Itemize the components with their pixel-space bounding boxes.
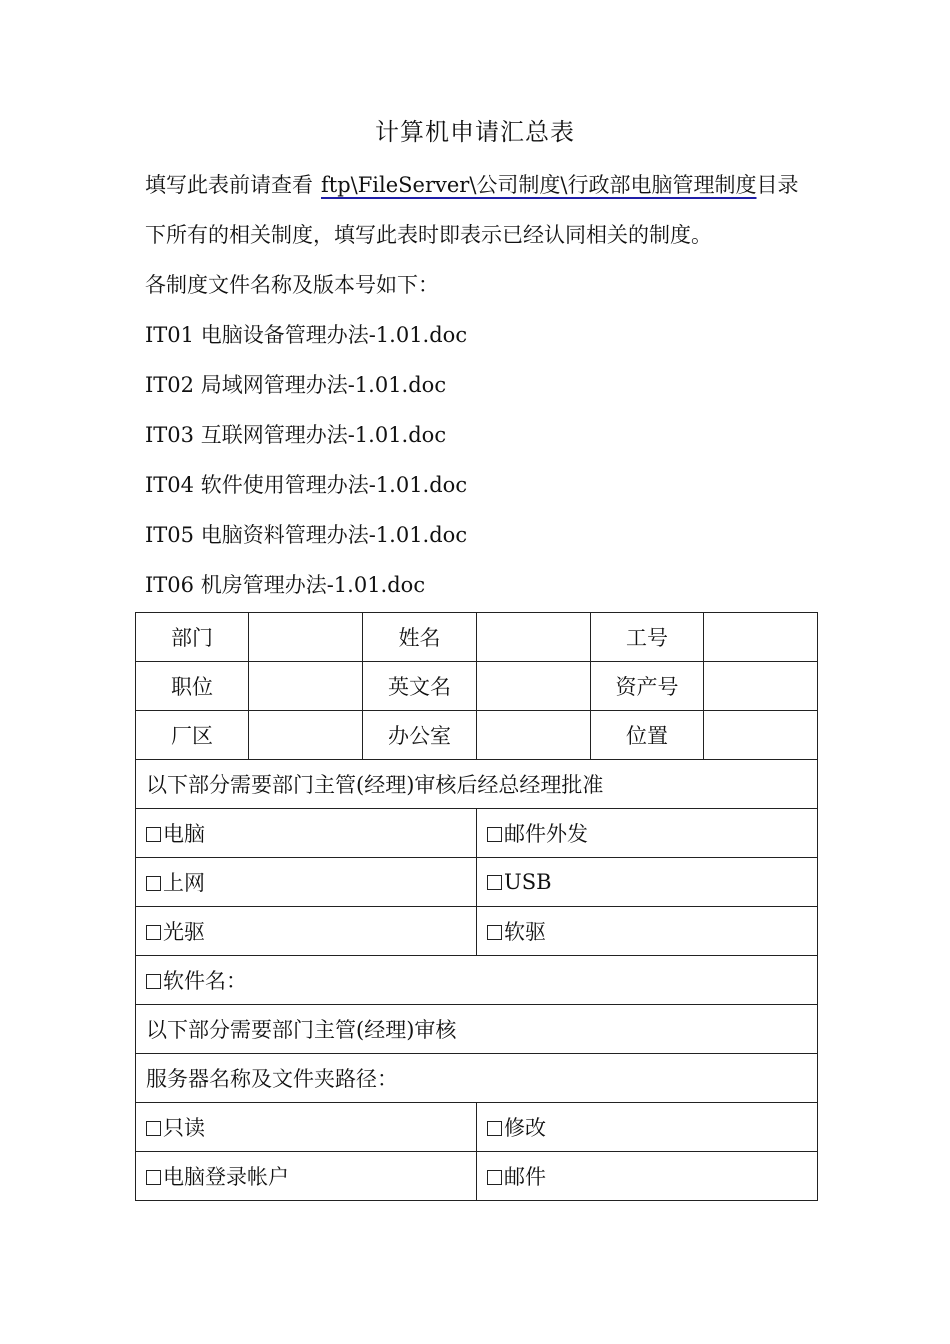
intro-prefix: 填写此表前请查看 — [145, 173, 313, 197]
policy-item: IT01 电脑设备管理办法-1.01.doc — [145, 323, 468, 347]
asset-no-field[interactable] — [704, 662, 818, 711]
option-label: 邮件 — [504, 1165, 546, 1189]
checkbox-icon[interactable] — [146, 974, 161, 989]
asset-no-label: 资产号 — [591, 662, 704, 711]
checkbox-icon[interactable] — [487, 925, 502, 940]
checkbox-icon[interactable] — [146, 925, 161, 940]
name-field[interactable] — [477, 613, 591, 662]
option-row — [136, 809, 818, 858]
info-row-3 — [136, 711, 818, 760]
checkbox-icon[interactable] — [146, 876, 161, 891]
department-field[interactable] — [249, 613, 363, 662]
position-label: 职位 — [136, 662, 249, 711]
option-modify[interactable] — [477, 1103, 818, 1152]
policy-item: IT06 机房管理办法-1.01.doc — [145, 573, 426, 597]
option-row — [136, 858, 818, 907]
option-label: 上网 — [163, 871, 205, 895]
intro-suffix: 目录 — [756, 173, 799, 197]
office-label: 办公室 — [363, 711, 477, 760]
department-label: 部门 — [136, 613, 249, 662]
employee-id-label: 工号 — [591, 613, 704, 662]
plant-label: 厂区 — [136, 711, 249, 760]
english-name-label: 英文名 — [363, 662, 477, 711]
option-row — [136, 956, 818, 1005]
option-floppy[interactable] — [477, 907, 818, 956]
employee-id-field[interactable] — [704, 613, 818, 662]
option-label: 电脑 — [163, 822, 205, 846]
option-usb[interactable] — [477, 858, 818, 907]
plant-field[interactable] — [249, 711, 363, 760]
checkbox-icon[interactable] — [146, 1121, 161, 1136]
policy-item: IT02 局域网管理办法-1.01.doc — [145, 373, 447, 397]
policy-item: IT04 软件使用管理办法-1.01.doc — [145, 473, 468, 497]
option-computer[interactable] — [136, 809, 477, 858]
checkbox-icon[interactable] — [487, 1121, 502, 1136]
option-label: 软驱 — [504, 920, 546, 944]
policy-folder-path: ftp\FileServer\公司制度\行政部电脑管理制度 — [321, 173, 757, 197]
location-field[interactable] — [704, 711, 818, 760]
policy-item: IT03 互联网管理办法-1.01.doc — [145, 423, 447, 447]
name-label: 姓名 — [363, 613, 477, 662]
option-label: 修改 — [504, 1116, 546, 1140]
option-row — [136, 907, 818, 956]
option-label: 电脑登录帐户 — [163, 1165, 289, 1189]
option-label: 光驱 — [163, 920, 205, 944]
checkbox-icon[interactable] — [146, 1170, 161, 1185]
checkbox-icon[interactable] — [487, 827, 502, 842]
info-row-1 — [136, 613, 818, 662]
option-cdrom[interactable] — [136, 907, 477, 956]
option-row — [136, 1152, 818, 1201]
location-label: 位置 — [591, 711, 704, 760]
office-field[interactable] — [477, 711, 591, 760]
section2-header: 以下部分需要部门主管(经理)审核 — [136, 1005, 818, 1054]
section2-header-row — [136, 1005, 818, 1054]
policy-list-heading: 各制度文件名称及版本号如下： — [145, 273, 439, 297]
option-login-account[interactable] — [136, 1152, 477, 1201]
option-mail[interactable] — [477, 1152, 818, 1201]
application-form-table — [135, 612, 818, 1201]
checkbox-icon[interactable] — [487, 875, 502, 890]
server-path-row — [136, 1054, 818, 1103]
policy-item: IT05 电脑资料管理办法-1.01.doc — [145, 523, 468, 547]
intro-line-1 — [145, 170, 799, 200]
intro-line-2: 下所有的相关制度，填写此表时即表示已经认同相关的制度。 — [145, 223, 712, 247]
option-label: 邮件外发 — [504, 822, 588, 846]
english-name-field[interactable] — [477, 662, 591, 711]
option-row — [136, 1103, 818, 1152]
option-internet[interactable] — [136, 858, 477, 907]
checkbox-icon[interactable] — [487, 1170, 502, 1185]
server-path-label: 服务器名称及文件夹路径： — [146, 1067, 398, 1091]
option-label: 软件名： — [163, 969, 247, 993]
option-label: 只读 — [163, 1116, 205, 1140]
position-field[interactable] — [249, 662, 363, 711]
option-label: USB — [504, 870, 552, 894]
info-row-2 — [136, 662, 818, 711]
section1-header-row — [136, 760, 818, 809]
section1-header: 以下部分需要部门主管(经理)审核后经总经理批准 — [136, 760, 818, 809]
server-path-field[interactable] — [136, 1054, 818, 1103]
page-title: 计算机申请汇总表 — [375, 118, 575, 146]
option-software-name[interactable] — [136, 956, 818, 1005]
checkbox-icon[interactable] — [146, 827, 161, 842]
option-external-mail[interactable] — [477, 809, 818, 858]
option-read-only[interactable] — [136, 1103, 477, 1152]
